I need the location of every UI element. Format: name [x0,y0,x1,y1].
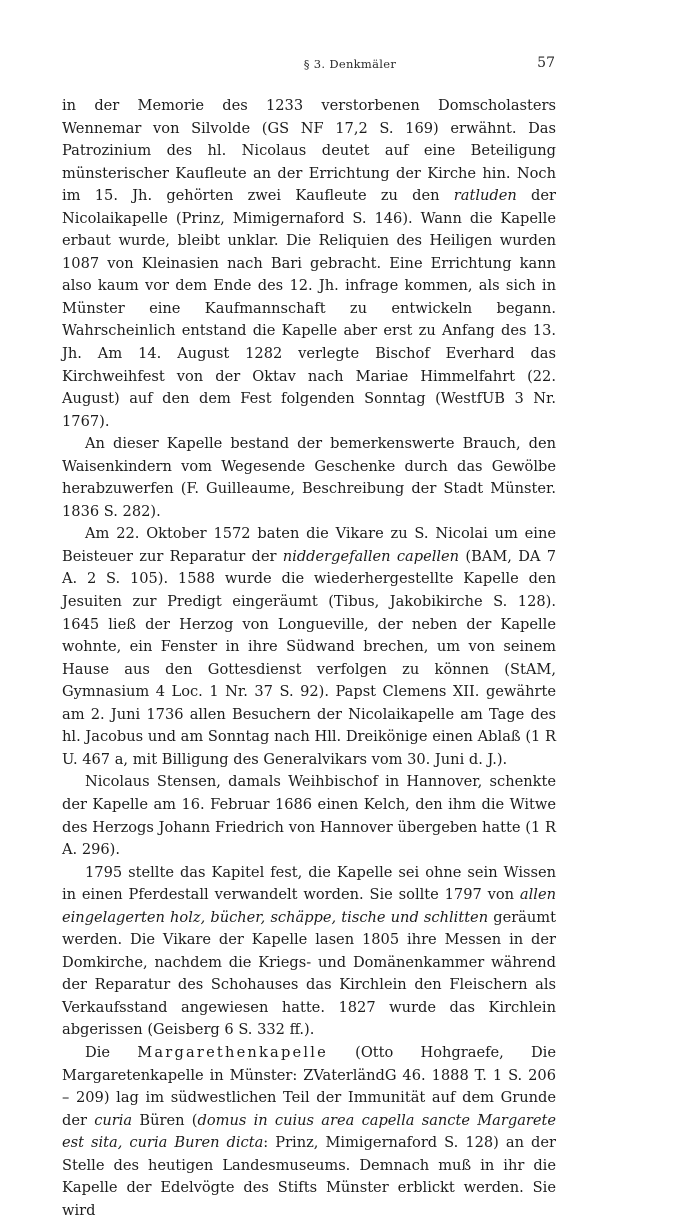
section-title: § 3. Denkmäler [303,57,397,71]
paragraph [62,771,556,861]
italic-quote: allen eingelagerten holz, bücher, schäppe, tische und schlitten [62,886,556,926]
text-run: : Prinz, Mimigernaford S. 128) an der Stelle des heutigen Landesmuseums. Demnach muß in ihr die Kapelle der Edelvögte des Stifts Münster erblickt werden. Sie wird [62,1134,556,1219]
paragraph [62,1042,556,1222]
italic-quote: curia [94,1111,133,1129]
text-run: (BAM, DA 7 A. 2 S. 105). 1588 wurde die wiederhergestellte Kapelle den Jesuiten zur Predigt eingeräumt (Tibus, Jakobikirche S. 128). 1645 ließ der Herzog von Longueville, der neben der Kapelle wohnte, ein Fenster in ihre Südwand brechen, um von seinem Hause aus den Gottesdienst verfolgen zu können (StAM, Gymnasium 4 Loc. 1 Nr. 37 S. 92). Papst Clemens XII. gewährte am 2. Juni 1736 allen Besuchern der Nicolaikapelle am Tage des hl. Jacobus und am Sonntag nach Hll. Dreikönige einen Ablaß (1 R U. 467 a, mit Billigung des Generalvikars vom 30. Juni d. J.). [62,547,556,768]
text-run: Die [85,1043,138,1061]
text-run: An dieser Kapelle bestand der bemerkenswerte Brauch, den Waisenkindern vom Wegesende Geschenke durch das Gewölbe herabzuwerfen (F. Guilleaume, Beschreibung der Stadt Münster. 1836 S. 282). [62,435,556,520]
body-text [62,95,556,1222]
text-run: der Nicolaikapelle (Prinz, Mimigernaford S. 146). Wann die Kapelle erbaut wurde, bleibt unklar. Die Reliquien des Heiligen wurden 1087 von Kleinasien nach Bari gebracht. Eine Errichtung kann also kaum vor dem Ende des 12. Jh. infrage kommen, als sich in Münster eine Kaufmannschaft zu entwickeln begann. Wahrscheinlich entstand die Kapelle aber erst zu Anfang des 13. Jh. Am 14. August 1282 verlegte Bischof Everhard das Kirchweihfest von der Oktav nach Mariae Himmelfahrt (22. August) auf den dem Fest folgenden Sonntag (WestfUB 3 Nr. 1767). [62,187,556,430]
text-run: geräumt werden. Die Vikare der Kapelle lasen 1805 ihre Messen in der Domkirche, nachdem die Kriegs- und Domänenkammer während der Reparatur des Schohauses das Kirchlein den Fleischern als Verkaufsstand angewiesen hatte. 1827 wurde das Kirchlein abgerissen (Geisberg 6 S. 332 ff.). [62,908,556,1039]
text-run: Nicolaus Stensen, damals Weihbischof in Hannover, schenkte der Kapelle am 16. Februar 1686 einen Kelch, den ihm die Witwe des Herzogs Johann Friedrich von Hannover übergeben hatte (1 R A. 296). [62,773,556,859]
running-header [0,57,700,77]
paragraph [62,433,556,523]
paragraph [62,95,556,433]
page-number: 57 [537,55,555,71]
paragraph [62,862,556,1042]
paragraph [62,523,556,771]
spaced-term: Margarethenkapelle [137,1043,328,1061]
italic-quote: niddergefallen capellen [282,547,460,565]
text-run: 1795 stellte das Kapitel fest, die Kapelle sei ohne sein Wissen in einen Pferdestall verwandelt worden. Sie sollte 1797 von [62,863,556,904]
text-run: in der Memorie des 1233 verstorbenen Domscholasters Wennemar von Silvolde (GS NF 17,2 S. 169) erwähnt. Das Patrozinium des hl. Nicolaus deutet auf eine Beteiligung münsterischer Kaufleute an der Errichtung der Kirche hin. Noch im 15. Jh. gehörten zwei Kaufleute zu den [62,97,556,205]
italic-quote: ratluden [453,187,517,205]
text-run: (Otto Hohgraefe, Die Margaretenkapelle in Münster: ZVaterländG 46. 1888 T. 1 S. 206 – 209) lag im südwestlichen Teil der Immunität auf dem Grunde der [62,1043,556,1129]
italic-quote: domus in cuius area capella sancte Margarete est sita, curia Buren dicta [62,1111,557,1152]
text-run: Am 22. Oktober 1572 baten die Vikare zu S. Nicolai um eine Beisteuer zur Reparatur der [62,525,556,565]
text-run: Büren ( [132,1111,198,1129]
